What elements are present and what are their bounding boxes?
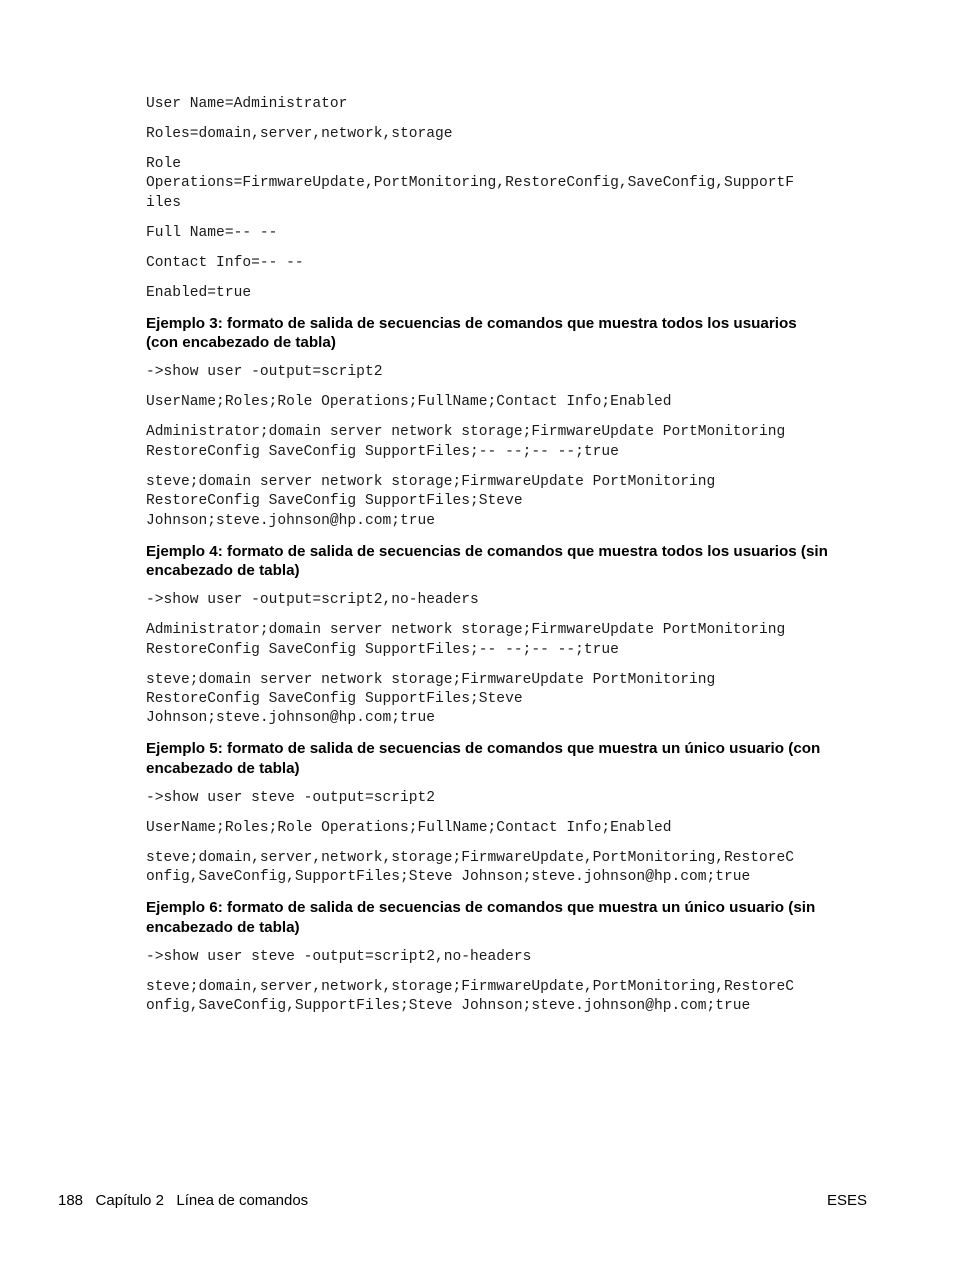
code-block [146,95,876,114]
code-block [146,789,876,808]
code-block [146,473,876,531]
heading-line: encabezado de tabla) [146,562,300,580]
code-line: ->show user steve -output=script2,no-headers [146,948,532,965]
code-line: Operations=FirmwareUpdate,PortMonitoring,RestoreConfig,SaveConfig,SupportF [146,175,795,192]
code-block [146,621,876,660]
footer-locale-code: ESES [826,1192,867,1209]
code-line: Role [146,156,182,172]
code-block [146,284,876,303]
heading-line: encabezado de tabla) [146,760,300,777]
code-block [146,423,876,462]
code-block [146,393,876,412]
example-heading [146,898,876,937]
code-line: onfig,SaveConfig,SupportFiles;Steve Johnson;steve.johnson@hp.com;true [146,998,751,1015]
example-heading [146,542,876,581]
code-line: ->show user steve -output=script2 [146,789,436,806]
heading-line: encabezado de tabla) [146,918,300,936]
code-line: UserName;Roles;Role Operations;FullName;Contact Info;Enabled [146,394,672,411]
heading-line: Ejemplo 4: formato de salida de secuencias de comandos que muestra todos los usuarios (sin [146,542,828,560]
code-block [146,155,876,213]
example-heading [146,314,876,353]
code-block [146,948,876,967]
footer-chapter-info: 188 Capítulo 2 Línea de comandos [58,1192,309,1209]
code-line: RestoreConfig SaveConfig SupportFiles;Steve [146,493,523,510]
code-line: steve;domain,server,network,storage;FirmwareUpdate,PortMonitoring,RestoreC [146,978,795,995]
page-content [146,95,876,1027]
code-block [146,671,876,729]
code-line: Johnson;steve.johnson@hp.com;true [146,710,436,727]
heading-line: Ejemplo 5: formato de salida de secuencias de comandos que muestra un único usuario (con [146,740,821,758]
example-heading [146,739,876,778]
code-block [146,591,876,610]
code-line: RestoreConfig SaveConfig SupportFiles;-- --;-- --;true [146,443,619,460]
heading-line: (con encabezado de tabla) [146,334,336,352]
code-line: steve;domain server network storage;FirmwareUpdate PortMonitoring [146,473,716,490]
code-line: ->show user -output=script2 [146,364,383,381]
code-block [146,125,876,144]
code-line: User Name=Administrator [146,96,348,112]
code-line: Full Name=-- -- [146,224,278,241]
code-block [146,849,876,888]
code-block [146,363,876,382]
code-block [146,819,876,838]
code-line: steve;domain,server,network,storage;FirmwareUpdate,PortMonitoring,RestoreC [146,849,795,866]
code-block [146,224,876,243]
code-line: RestoreConfig SaveConfig SupportFiles;-- --;-- --;true [146,641,619,658]
code-line: Enabled=true [146,284,252,301]
code-line: onfig,SaveConfig,SupportFiles;Steve Johnson;steve.johnson@hp.com;true [146,869,751,886]
code-line: Contact Info=-- -- [146,254,304,271]
code-block [146,978,876,1017]
code-line: steve;domain server network storage;FirmwareUpdate PortMonitoring [146,671,716,688]
code-line: Roles=domain,server,network,storage [146,126,453,142]
heading-line: Ejemplo 6: formato de salida de secuencias de comandos que muestra un único usuario (sin [146,899,816,917]
code-line: iles [146,194,182,211]
code-block [146,254,876,273]
code-line: Administrator;domain server network storage;FirmwareUpdate PortMonitoring [146,622,786,639]
code-line: UserName;Roles;Role Operations;FullName;Contact Info;Enabled [146,819,672,836]
code-line: Administrator;domain server network storage;FirmwareUpdate PortMonitoring [146,424,786,441]
heading-line: Ejemplo 3: formato de salida de secuencias de comandos que muestra todos los usuarios [146,314,797,332]
code-line: RestoreConfig SaveConfig SupportFiles;Steve [146,691,523,707]
code-line: Johnson;steve.johnson@hp.com;true [146,512,436,529]
code-line: ->show user -output=script2,no-headers [146,592,479,609]
